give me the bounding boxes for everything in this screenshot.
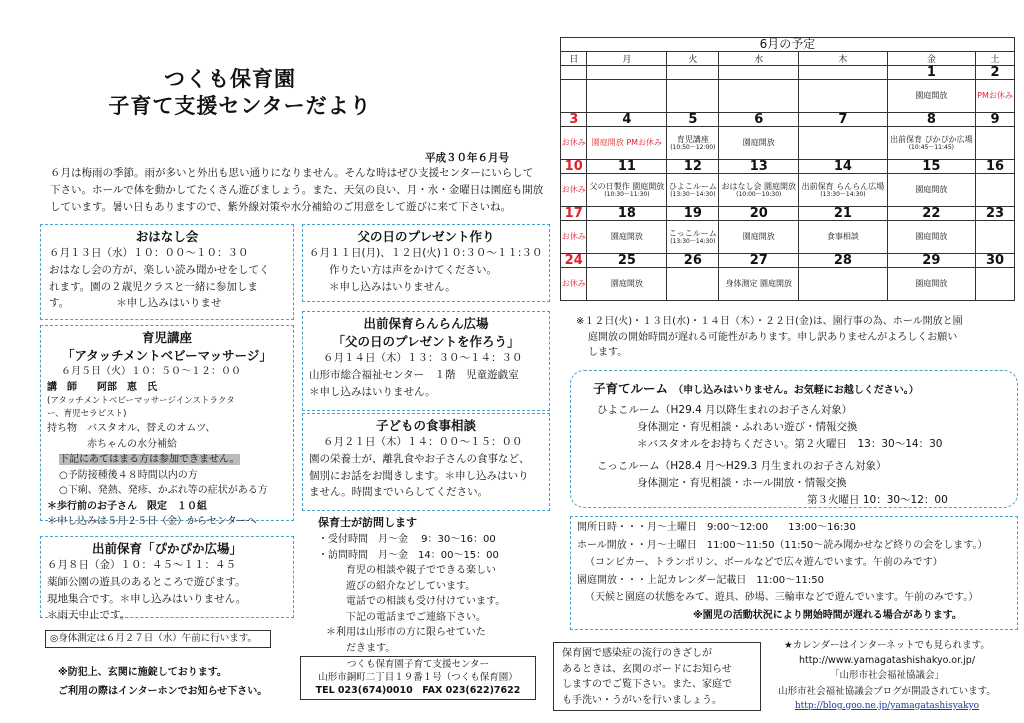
calendar-day-number [719,66,799,80]
hours-line: ※園児の活動状況により開始時間が遅れる場合があります。 [693,609,962,621]
dow-sun: 日 [561,52,587,66]
calendar-day-event [667,127,719,160]
net-link[interactable]: http://www.yamagatashishakyo.or.jp/ [798,655,976,667]
ranran-line: ６月１４日（木）１３：３０～１４：３０ [323,352,523,364]
calendar-day-number: 10 [561,160,587,174]
room-line: 第３火曜日 10：30～12：00 [807,493,948,506]
ikuji-heading1: 育児講座 [141,330,192,345]
calendar-day-number: 19 [667,207,719,221]
calendar-day-event [561,127,587,160]
calendar-day-number: 14 [799,160,887,174]
ikuji-line: ＊申し込みは５月２５日（金）からセンターへ [47,516,257,528]
calendar-event-text: 園庭開放 [915,185,948,195]
calendar-day-event [799,80,887,113]
pikapika-box [40,536,294,622]
calendar-day-number: 16 [976,160,1015,174]
hokenshi-line: 電話での相談も受け付けています。 [336,596,506,607]
note-line: 庭開放の開始時間が遅れる可能性があります。申し訳ありませんがよろしくお願い [588,331,958,343]
calendar-event-time: (13:30～14:30) [670,238,716,246]
calendar-day-event [561,80,587,113]
calendar-day-event [976,221,1015,254]
calendar-day-event [976,127,1015,160]
dow-sat: 土 [976,52,1015,66]
calendar-day-number: 25 [587,254,667,268]
hokenshi-line: だきます。 [336,642,396,654]
contact-box [300,656,536,700]
calendar-day-number: 26 [667,254,719,268]
kansen-box [553,642,761,711]
ikuji-line: ○下痢、発熱、発疹、かぶれ等の症状がある方 [59,485,268,497]
hokenshi-line: 育児の相談や親子でできる楽しい [336,565,496,576]
pikapika-line: 現地集合です。＊申し込みはいりません。 [47,592,247,605]
calendar-event-text: ひよこルーム [668,181,717,191]
intro-line: ６月は梅雨の季節。雨が多いと外出も思い通りになりません。そんな時はぜひ支援センターにいらして [50,167,534,179]
hours-line: （コンビカー、トランポリン、ボールなどで広々遊んでいます。午前のみです） [585,557,943,568]
hokenshi-line: ＊利用は山形市の方に限らせていた [326,627,486,638]
calendar-event-text: 父の日製作 園庭開放 [589,181,665,191]
hokenshi-line: ・受付時間 月～金 9：30～16：00 [318,534,496,545]
calendar-event-text: こっこルーム [668,228,717,238]
calendar-day-number: 6 [719,113,799,127]
calendar-day-event [887,80,975,113]
calendar-event-text: 園庭開放 [742,138,775,148]
room-line: 身体測定・育児相談・ホール開放・情報交換 [637,477,847,490]
chichi-line: ６月１１日(月)、１２日(火)１０:３０～１１:３０ [309,247,543,259]
intro-line: 下さい。ホールで体を動かしてたくさん遊びましょう。また、天気の良い、月・水・金曜日は園庭も開放 [50,183,544,196]
calendar-day-event [719,127,799,160]
calendar-day-number: 4 [587,113,667,127]
ohanashi-line: す。 ＊申し込みはいりませ [49,297,222,310]
chichi-line: ＊申し込みはいりません。 [329,280,456,293]
note-line: します。 [588,347,628,358]
hours-line: （天候と園庭の状態をみて、遊具、砂場、三輪車などで遊んでいます。午前のみです。） [585,592,979,603]
calendar-day-number: 7 [799,113,887,127]
calendar-day-event [561,221,587,254]
contact-line1: つくも保育園子育て支援センター [346,659,490,670]
title-line1: つくも保育園 [164,67,296,91]
ikuji-heading2: 「アタッチメントベビーマッサージ」 [62,348,272,363]
calendar-day-number: 24 [561,254,587,268]
calendar-event-text: 園庭開放 [915,232,948,242]
calendar-day-event [799,174,887,207]
calendar-day-number: 13 [719,160,799,174]
dow-tue: 火 [667,52,719,66]
calendar-event-time: (10:00～10:30) [736,191,782,199]
dow-thu: 木 [799,52,887,66]
hours-box [570,516,1018,630]
ohanashi-line: おはなし会の方が、楽しい読み聞かせをしてく [49,263,270,276]
room-line: ひよこルーム（H29.4 月以降生まれのお子さん対象） [597,404,853,416]
calendar-day-event [667,221,719,254]
calendar-day-number [667,66,719,80]
room-line: 身体測定・育児相談・ふれあい遊び・情報交換 [637,420,858,433]
calendar-day-number: 5 [667,113,719,127]
calendar-day-event [587,221,667,254]
chichi-line: 作りたい方は声をかけてください。 [329,263,497,276]
ikuji-line: 下記にあてはまる方は参加できません。 [59,454,240,466]
calendar-day-number [587,66,667,80]
calendar-event-text: 園庭開放 [915,91,948,101]
ikuji-line: ＊歩行前のお子さん 限定 １０組 [47,500,207,512]
bouhan-notice [58,663,267,701]
shincho-notice: ◎身体測定は６月２７日（水）午前に行います。 [45,630,271,648]
ranran-line: ＊申し込みはいりません。 [309,385,436,398]
ranran-line: 山形市総合福祉センター １階 児童遊戯室 [309,368,519,381]
calendar-event-text: 出前保育 ぴかぴか広場 [890,134,973,144]
calendar-event-text: PMお休み [977,91,1013,101]
dow-mon: 月 [587,52,667,66]
shokuji-box [302,413,550,511]
calendar-day-event [719,80,799,113]
calendar-day-number: 17 [561,207,587,221]
calendar-day-event [667,268,719,301]
calendar-day-event [561,268,587,301]
calendar-day-event [667,80,719,113]
ikuji-box [40,325,294,528]
net-line: 「山形市社会福祉協議会」 [829,670,944,682]
hokenshi-line: 下記の電話までご連絡下さい。 [336,611,486,623]
calendar-title: 6月の予定 [561,38,1015,52]
calendar-day-number: 27 [719,254,799,268]
calendar-day-event [667,174,719,207]
ikuji-line: 赤ちゃんの水分補給 [47,438,177,450]
shokuji-line: 園の栄養士が、離乳食やお子さんの食事など、 [309,452,530,465]
calendar-day-number: 3 [561,113,587,127]
net-line: 山形市社会福祉協議会ブログが開設されています。 [778,685,996,697]
ranran-box [302,311,550,411]
calendar-day-number: 2 [976,66,1015,80]
calendar-net [752,638,1022,713]
calendar-day-number: 20 [719,207,799,221]
calendar-day-event [587,80,667,113]
calendar-day-number: 9 [976,113,1015,127]
calendar-event-time: (13:30～14:30) [670,191,716,199]
calendar-event-text: 園庭開放 PMお休み [591,138,663,148]
calendar-day-event [887,127,975,160]
calendar-event-text: お休み [561,232,586,242]
shokuji-line: ６月２１日（木）１４：００～１５：００ [323,436,523,448]
calendar-event-text: 園庭開放 [915,279,948,289]
ohanashi-line: ６月１３日（水）１０：００～１０：３０ [49,247,249,259]
chichi-heading: 父の日のプレゼント作り [357,229,495,244]
ikuji-line: 持ち物 バスタオル、替えのオムツ、 [47,423,216,435]
shokuji-line: 個別にお話をお聞きします。＊申し込みはいり [309,469,529,482]
pikapika-heading: 出前保育「ぴかぴか広場」 [91,541,242,556]
calendar-day-number: 11 [587,160,667,174]
hokenshi-heading: 保育士が訪問します [318,516,417,529]
calendar-day-event [587,268,667,301]
calendar-day-number: 1 [887,66,975,80]
calendar-event-text: お休み [561,185,586,195]
calendar-event-text: 園庭開放 [742,232,775,242]
calendar-day-number [561,66,587,80]
calendar-day-number: 29 [887,254,975,268]
calendar-day-number: 22 [887,207,975,221]
issue-date: 平成３０年６月号 [425,152,509,164]
calendar-day-number: 18 [587,207,667,221]
ohanashi-box [40,224,294,320]
calendar-day-event [887,268,975,301]
hokenshi-line: ・訪問時間 月～金 14：00～15：00 [318,549,499,561]
calendar-event-time: (13:30～14:30) [820,191,866,199]
calendar-event-text: おはなし会 園庭開放 [721,181,797,191]
kansen-line: しますのでご覧下さい。また、家庭で [562,679,732,690]
calendar-day-number [799,66,887,80]
kosodate-room-box [570,370,1018,508]
calendar-event-time: (10:45～11:45) [908,144,954,152]
calendar-event-text: 育児講座 [676,134,709,144]
kosodate-room-sub: （申し込みはいりません。お気軽にお越しください。） [673,385,919,396]
calendar-event-text: 食事相談 [826,232,859,242]
kansen-line: 保育園で感染症の流行のきざしが [562,648,712,659]
calendar-event-text: お休み [561,279,586,289]
calendar-day-event [976,174,1015,207]
calendar-event-time: (10:30～11:30) [604,191,650,199]
calendar-day-event [887,221,975,254]
room-line: ＊バスタオルをお持ちください。第２火曜日 13：30～14：30 [637,437,943,450]
calendar [560,37,1015,301]
calendar-day-event [719,174,799,207]
bouhan-line: ご利用の際はインターホンでお知らせ下さい。 [58,686,268,697]
hours-line: 園庭開放・・・上記カレンダー記載日 11:00～11:50 [577,574,824,586]
dow-wed: 水 [719,52,799,66]
calendar-event-text: 園庭開放 [610,279,643,289]
ikuji-line: ６月５日（火）１０：５０～１２：００ [61,366,241,377]
dow-fri: 金 [887,52,975,66]
ohanashi-heading: おはなし会 [135,229,199,244]
hours-line: 開所日時・・・月～土曜日 9:00～12:00 13:00～16:30 [577,522,856,533]
ranran-heading2: 「父の日のプレゼントを作ろう」 [332,334,520,349]
calendar-event-text: 園庭開放 [610,232,643,242]
calendar-day-number: 30 [976,254,1015,268]
calendar-day-event [887,174,975,207]
kansen-line: も手洗い・うがいを行いましょう。 [562,694,722,706]
pikapika-line: ６月８日（金）１０：４５～１１：４５ [47,559,236,571]
kansen-line: あるときは、玄関のボードにお知らせ [562,663,732,675]
room-line: こっこルーム（H28.4 月～H29.3 月生まれのお子さん対象） [597,460,887,473]
blog-link[interactable]: http://blog.goo.ne.jp/yamagatashisyakyo [794,700,980,711]
ikuji-line: (アタッチメントベビーマッサージインストラクタ [47,396,235,406]
ranran-heading1: 出前保育らんらん広場 [363,316,489,331]
net-line: ★カレンダーはインターネットでも見られます。 [784,640,990,651]
calendar-day-event [719,268,799,301]
kosodate-room-heading: 子育てルーム [593,381,669,396]
title-line2: 子育て支援センターだより [108,94,372,118]
calendar-day-number: 28 [799,254,887,268]
contact-line3: TEL 023(674)0010 FAX 023(622)7622 [315,684,521,696]
contact-line2: 山形市銅町二丁目１９番１号（つくも保育園） [318,671,518,683]
calendar-day-number: 15 [887,160,975,174]
hokenshi-line: 遊びの紹介などしています。 [336,580,476,592]
bouhan-line: ※防犯上、玄関に施錠しております。 [58,667,227,678]
calendar-day-number: 8 [887,113,975,127]
calendar-event-time: (10:50～12:00) [670,144,716,152]
calendar-event-text: 身体測定 園庭開放 [725,279,793,289]
calendar-day-number: 23 [976,207,1015,221]
note-line: ※１２日(火)・１３日(水)・１４日（木）・２２日(金)は、園行事の為、ホール開放と園 [576,316,963,327]
intro-line: しています。暑い日もありますので、紫外線対策や水分補給のご用意をして遊びに来て下さいね。 [50,200,511,213]
calendar-day-event [587,174,667,207]
pikapika-line: 薬師公園の遊具のあるところで遊びます。 [47,575,246,588]
calendar-day-event [799,268,887,301]
calendar-day-number: 21 [799,207,887,221]
hokenshi-section [318,514,558,656]
chichi-box [302,224,550,302]
pikapika-line: ＊雨天中止です。 [47,609,131,622]
calendar-event-text: お休み [561,138,586,148]
ikuji-line: 講 師 阿部 恵 氏 [47,381,157,393]
calendar-event-text: 出前保育 らんらん広場 [801,181,885,191]
calendar-note [576,314,1016,361]
ikuji-line: ○予防接種後４８時間以内の方 [59,469,198,481]
ikuji-line: ー、育児セラピスト) [47,409,127,420]
calendar-day-event [587,127,667,160]
calendar-day-event [976,268,1015,301]
calendar-day-event [799,127,887,160]
calendar-day-event [719,221,799,254]
intro [50,165,550,215]
calendar-day-event [561,174,587,207]
calendar-day-number: 12 [667,160,719,174]
hours-line: ホール開放・・月～土曜日 11:00～11:50（11:50～読み聞かせなど終りの会をします。） [577,539,988,551]
calendar-day-event [799,221,887,254]
shokuji-heading: 子どもの食事相談 [375,418,476,433]
ohanashi-line: れます。園の２歳児クラスと一緒に参加しま [49,280,258,293]
shokuji-line: ません。時間までいらしてください。 [309,486,489,499]
calendar-day-event [976,80,1015,113]
